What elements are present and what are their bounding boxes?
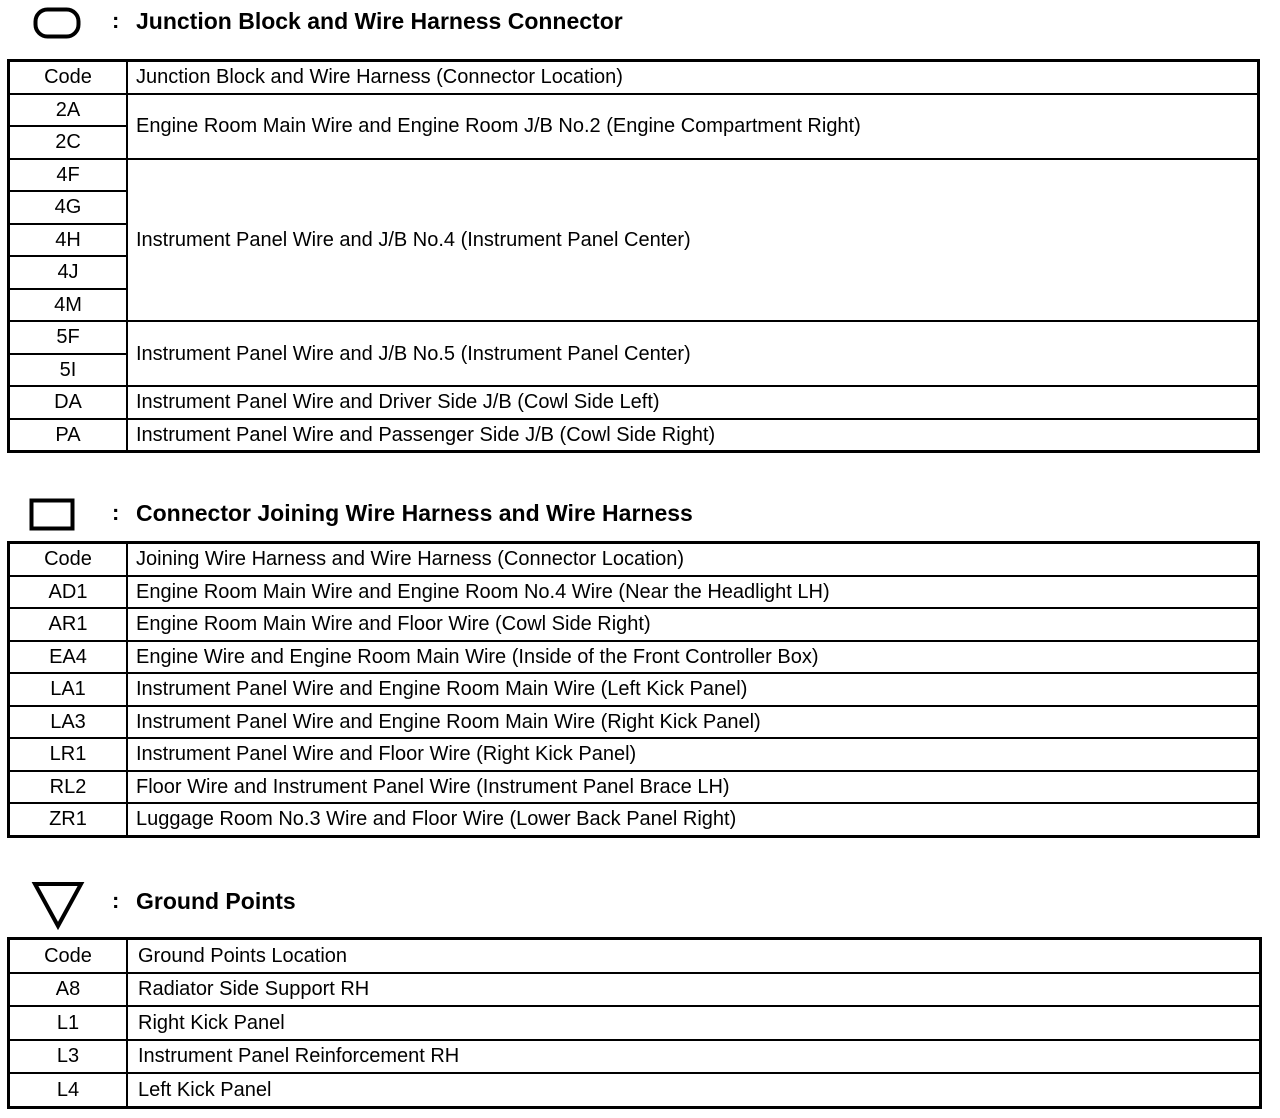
description-cell: Instrument Panel Wire and Engine Room Main Wire (Left Kick Panel): [127, 673, 1259, 706]
description-cell: Engine Wire and Engine Room Main Wire (Inside of the Front Controller Box): [127, 641, 1259, 674]
description-header: Ground Points Location: [127, 939, 1261, 973]
description-cell: Instrument Panel Reinforcement RH: [127, 1040, 1261, 1074]
code-cell: LA3: [9, 706, 128, 739]
code-cell: L1: [9, 1006, 128, 1040]
section-title: Ground Points: [136, 888, 296, 914]
code-cell: LA1: [9, 673, 128, 706]
description-cell: Luggage Room No.3 Wire and Floor Wire (Lower Back Panel Right): [127, 803, 1259, 836]
table-row: [9, 738, 1259, 771]
table-row: [9, 803, 1259, 836]
table-row: [9, 1073, 1261, 1107]
heading-colon: :: [112, 888, 120, 913]
table-row: [9, 321, 1259, 354]
joining-connector-table: [7, 541, 1260, 838]
code-cell: ZR1: [9, 803, 128, 836]
junction-block-table: [7, 59, 1260, 453]
rounded-rectangle-icon: [33, 7, 81, 39]
description-header: Joining Wire Harness and Wire Harness (Connector Location): [127, 543, 1259, 576]
ground-points-table: [7, 937, 1262, 1109]
code-header: Code: [9, 543, 128, 576]
junction-block-heading: [0, 0, 1270, 44]
code-cell: 4F: [9, 159, 128, 192]
description-cell: Instrument Panel Wire and Engine Room Main Wire (Right Kick Panel): [127, 706, 1259, 739]
table-row: [9, 94, 1259, 127]
table-row: [9, 706, 1259, 739]
table-row: [9, 608, 1259, 641]
description-cell: Left Kick Panel: [127, 1073, 1261, 1107]
table-row: [9, 386, 1259, 419]
code-header: Code: [9, 939, 128, 973]
table-row: [9, 159, 1259, 192]
table-row: [9, 641, 1259, 674]
code-cell: 4G: [9, 191, 128, 224]
description-header: Junction Block and Wire Harness (Connector Location): [127, 61, 1259, 94]
code-cell: A8: [9, 973, 128, 1007]
code-cell: EA4: [9, 641, 128, 674]
table-row: [9, 771, 1259, 804]
description-cell: Instrument Panel Wire and J/B No.5 (Instrument Panel Center): [127, 321, 1259, 386]
code-cell: 4M: [9, 289, 128, 322]
section-title: Connector Joining Wire Harness and Wire Harness: [136, 500, 693, 526]
code-cell: 4J: [9, 256, 128, 289]
section-title: Junction Block and Wire Harness Connector: [136, 8, 623, 34]
table-row: [9, 973, 1261, 1007]
description-cell: Engine Room Main Wire and Floor Wire (Cowl Side Right): [127, 608, 1259, 641]
description-cell: Instrument Panel Wire and J/B No.4 (Instrument Panel Center): [127, 159, 1259, 322]
code-cell: AR1: [9, 608, 128, 641]
table-row: [9, 1040, 1261, 1074]
code-header: Code: [9, 61, 128, 94]
code-cell: PA: [9, 419, 128, 452]
rectangle-icon: [29, 498, 75, 532]
table-header-row: [9, 939, 1261, 973]
table-row: [9, 576, 1259, 609]
description-cell: Floor Wire and Instrument Panel Wire (Instrument Panel Brace LH): [127, 771, 1259, 804]
code-cell: 4H: [9, 224, 128, 257]
heading-colon: :: [112, 500, 120, 525]
code-cell: L4: [9, 1073, 128, 1107]
table-header-row: [9, 543, 1259, 576]
joining-connector-heading: [0, 491, 1270, 535]
code-cell: LR1: [9, 738, 128, 771]
heading-colon: :: [112, 8, 120, 33]
description-cell: Engine Room Main Wire and Engine Room No.4 Wire (Near the Headlight LH): [127, 576, 1259, 609]
code-cell: 2C: [9, 126, 128, 159]
description-cell: Engine Room Main Wire and Engine Room J/B No.2 (Engine Compartment Right): [127, 94, 1259, 159]
code-cell: RL2: [9, 771, 128, 804]
down-triangle-icon: [31, 880, 85, 930]
code-cell: 2A: [9, 94, 128, 127]
description-cell: Instrument Panel Wire and Floor Wire (Right Kick Panel): [127, 738, 1259, 771]
description-cell: Radiator Side Support RH: [127, 973, 1261, 1007]
code-cell: L3: [9, 1040, 128, 1074]
table-row: [9, 419, 1259, 452]
ground-points-heading: [0, 876, 1270, 920]
code-cell: AD1: [9, 576, 128, 609]
description-cell: Instrument Panel Wire and Passenger Side J/B (Cowl Side Right): [127, 419, 1259, 452]
table-row: [9, 673, 1259, 706]
description-cell: Instrument Panel Wire and Driver Side J/B (Cowl Side Left): [127, 386, 1259, 419]
code-cell: DA: [9, 386, 128, 419]
code-cell: 5I: [9, 354, 128, 387]
table-row: [9, 1006, 1261, 1040]
description-cell: Right Kick Panel: [127, 1006, 1261, 1040]
code-cell: 5F: [9, 321, 128, 354]
table-header-row: [9, 61, 1259, 94]
